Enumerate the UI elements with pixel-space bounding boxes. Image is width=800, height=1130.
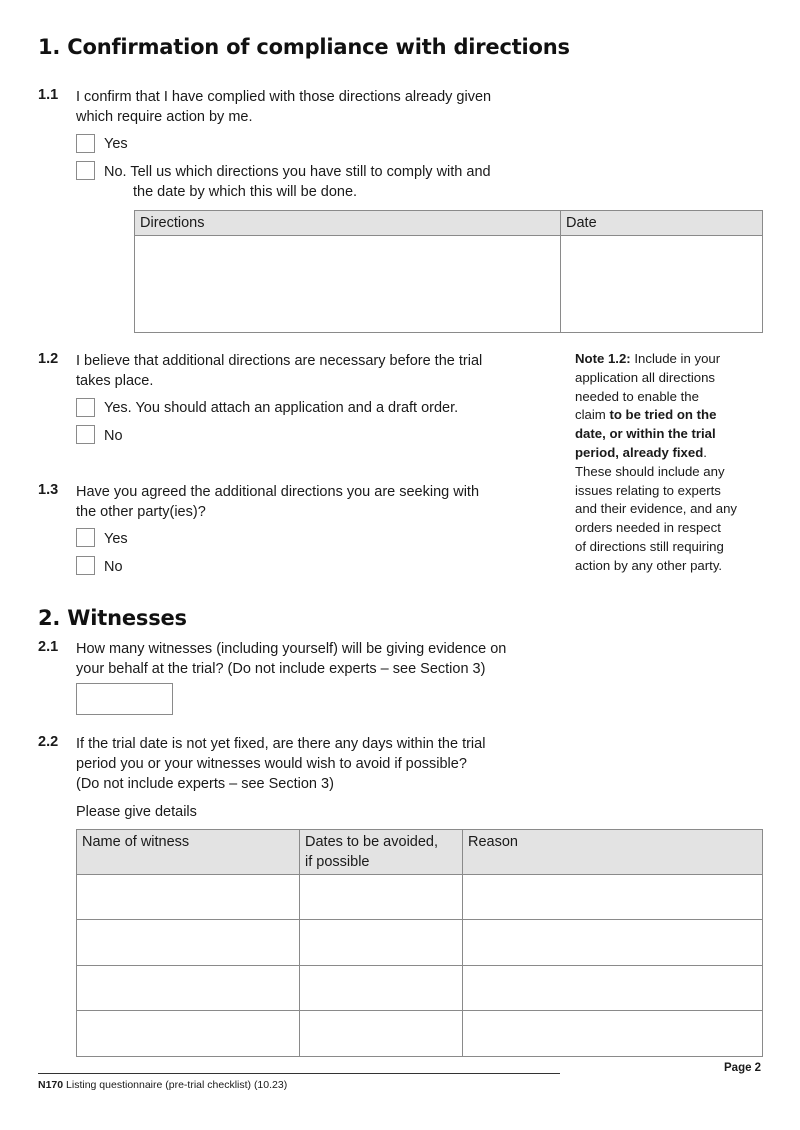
reason-cell[interactable]	[463, 875, 763, 920]
q1-1-yes-checkbox[interactable]	[76, 134, 95, 153]
question-2-1-number: 2.1	[38, 639, 59, 655]
q1-1-no-line1: No. Tell us which directions you have still to comply with and	[104, 164, 491, 180]
date-cell[interactable]	[561, 236, 763, 333]
note-1-2-line10: orders needed in respect	[575, 520, 721, 536]
question-2-1-line1: How many witnesses (including yourself) will be giving evidence on	[76, 641, 507, 657]
witness-dates-table	[76, 829, 763, 1057]
dates-cell[interactable]	[300, 875, 463, 920]
dates-cell[interactable]	[300, 966, 463, 1011]
q1-3-yes-checkbox[interactable]	[76, 528, 95, 547]
witness-name-cell[interactable]	[77, 966, 300, 1011]
note-1-2-line4-pre: claim	[575, 407, 610, 423]
q1-1-no-label	[104, 162, 564, 202]
q1-2-yes-checkbox[interactable]	[76, 398, 95, 417]
question-2-2-line2: period you or your witnesses would wish to avoid if possible?	[76, 756, 467, 772]
question-2-2-text	[76, 734, 576, 794]
footer-form-title: Listing questionnaire (pre-trial checklist) (10.23)	[63, 1079, 288, 1091]
reason-cell[interactable]	[463, 966, 763, 1011]
q1-1-yes-label: Yes	[104, 136, 128, 152]
date-column-header: Date	[561, 211, 763, 236]
witness-count-input[interactable]	[76, 683, 173, 715]
note-1-2-line11: of directions still requiring	[575, 538, 724, 554]
note-1-2-text1: Include in your	[630, 351, 721, 366]
q1-1-no-checkbox[interactable]	[76, 161, 95, 180]
question-1-1-line1: I confirm that I have complied with those directions already given	[76, 89, 492, 105]
footer-form-info	[38, 1079, 287, 1091]
q1-2-no-label: No	[104, 428, 123, 444]
reason-cell[interactable]	[463, 1011, 763, 1057]
table-row	[77, 920, 763, 966]
witness-name-cell[interactable]	[77, 1011, 300, 1057]
section-1-heading: 1. Confirmation of compliance with directions	[38, 35, 570, 59]
question-1-1-text	[76, 87, 576, 127]
table-row	[77, 875, 763, 920]
dates-cell[interactable]	[300, 920, 463, 966]
witness-name-cell[interactable]	[77, 875, 300, 920]
question-1-3-text	[76, 482, 566, 522]
dates-cell[interactable]	[300, 1011, 463, 1057]
question-2-2-line1: If the trial date is not yet fixed, are there any days within the trial	[76, 736, 486, 752]
dates-to-avoid-header	[300, 830, 463, 875]
question-1-2-line1: I believe that additional directions are necessary before the trial	[76, 353, 483, 369]
question-1-1-number: 1.1	[38, 87, 59, 103]
dates-to-avoid-header-line2: if possible	[305, 854, 370, 870]
note-1-2-line2: application all directions	[575, 369, 716, 385]
note-1-2-line6-post: .	[703, 444, 707, 460]
table-row	[77, 1011, 763, 1057]
note-1-2-line4-bold: to be tried on the	[609, 407, 717, 423]
q1-2-yes-label: Yes. You should attach an application and a draft order.	[104, 400, 459, 416]
directions-table	[134, 210, 763, 333]
note-1-2-line7: These should include any	[575, 463, 725, 479]
please-give-details-label: Please give details	[76, 804, 197, 820]
note-1-2	[575, 350, 770, 576]
note-1-2-line5-bold: date, or within the trial	[575, 426, 716, 442]
note-1-2-line3: needed to enable the	[575, 388, 699, 404]
q1-3-no-checkbox[interactable]	[76, 556, 95, 575]
question-1-3-line1: Have you agreed the additional directions you are seeking with	[76, 484, 480, 500]
dates-to-avoid-header-line1: Dates to be avoided,	[305, 834, 439, 850]
witness-name-cell[interactable]	[77, 920, 300, 966]
page-number: Page 2	[724, 1062, 762, 1074]
reason-cell[interactable]	[463, 920, 763, 966]
question-1-3-line2: the other party(ies)?	[76, 504, 206, 520]
directions-cell[interactable]	[135, 236, 561, 333]
note-1-2-line6-bold: period, already fixed	[575, 444, 704, 460]
q1-2-no-checkbox[interactable]	[76, 425, 95, 444]
note-1-2-label: Note 1.2:	[575, 351, 631, 366]
question-1-3-number: 1.3	[38, 482, 59, 498]
table-row	[77, 966, 763, 1011]
note-1-2-line9: and their evidence, and any	[575, 501, 738, 517]
note-1-2-line12: action by any other party.	[575, 557, 723, 573]
name-of-witness-header: Name of witness	[77, 830, 300, 875]
note-1-2-line8: issues relating to experts	[575, 482, 721, 498]
question-2-1-line2: your behalf at the trial? (Do not include experts – see Section 3)	[76, 661, 486, 677]
question-1-1-line2: which require action by me.	[76, 109, 253, 125]
reason-header: Reason	[463, 830, 763, 875]
footer-form-code: N170	[38, 1079, 64, 1091]
q1-3-yes-label: Yes	[104, 531, 128, 547]
question-2-2-number: 2.2	[38, 734, 59, 750]
question-1-2-text	[76, 351, 566, 391]
section-2-heading: 2. Witnesses	[38, 606, 187, 630]
question-1-2-line2: takes place.	[76, 373, 154, 389]
question-1-2-number: 1.2	[38, 351, 59, 367]
q1-1-no-line2: the date by which this will be done.	[133, 184, 358, 200]
question-2-2-line3: (Do not include experts – see Section 3)	[76, 776, 334, 792]
q1-3-no-label: No	[104, 559, 123, 575]
footer-divider	[38, 1073, 560, 1074]
directions-column-header: Directions	[135, 211, 561, 236]
question-2-1-text	[76, 639, 576, 679]
